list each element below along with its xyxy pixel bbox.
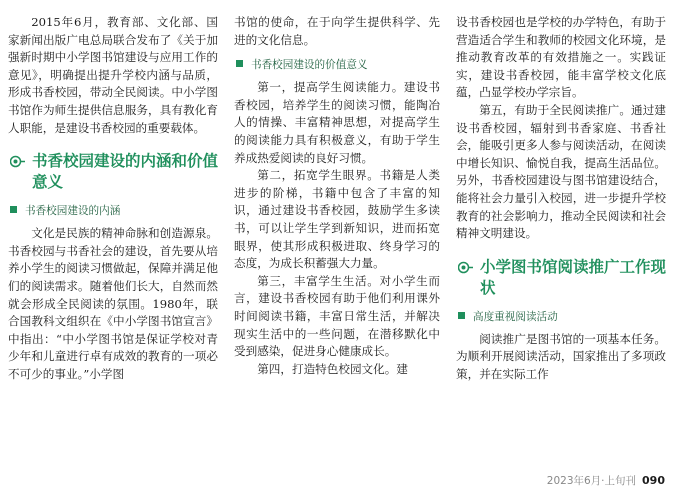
section-heading-icon [458, 261, 473, 274]
body-paragraph: 第一，提高学生阅读能力。建设书香校园，培养学生的阅读习惯，能陶冶人的情操、丰富精神思想，对提高学生的阅读能力具有积极意义，有助于学生养成热爱阅读的良好习惯。 [234, 80, 440, 165]
page-footer [547, 473, 665, 488]
body-paragraph: 第五，有助于全民阅读推广。通过建设书香校园，辐射到书香家庭、书香社会，能吸引更多人参与阅读活动，在阅读中增长知识、愉悦自我，提高生活品位。另外，书香校园建设与图书馆建设结合，能将社会力量引入校园，进一步提升学校教育的社会影响力，推动全民阅读和社会精神文明建设。 [456, 102, 666, 241]
subheading-text: 高度重视阅读活动 [473, 310, 558, 323]
continued-paragraph: 设书香校园也是学校的办学特色，有助于营造适合学生和教师的校园文化环境，是推动教育改革的有效措施之一。实践证实，建设书香校园，能丰富学校文化底蕴，凸显学校办学宗旨。 [456, 15, 666, 100]
subheading-3 [456, 309, 666, 325]
section-heading-text: 小学图书馆阅读推广工作现状 [480, 257, 667, 297]
intro-paragraph: 2015年6月，教育部、文化部、国家新闻出版广电总局联合发布了《关于加强新时期中小学图书馆建设与应用工作的意见》，明确提出提升学校内涵与品质，形成书香校园，带动全民阅读。中小学图书馆作为师生提供信息服务，具有教化育人职能，是建设书香校园的重要载体。 [8, 15, 218, 135]
subheading-text: 书香校园建设的内涵 [25, 205, 121, 218]
subheading-2 [234, 57, 440, 73]
body-paragraph: 第三，丰富学生生活。对小学生而言，建设书香校园有助于他们利用课外时间阅读书籍，丰富日常生活，并解决现实生活中的一些问题，在潜移默化中受到感染，促进身心健康成长。 [234, 273, 440, 359]
subheading-1 [8, 203, 218, 219]
section-heading-1 [8, 151, 218, 193]
subheading-square-icon [458, 312, 465, 319]
subheading-square-icon [236, 60, 243, 67]
continued-paragraph: 书馆的使命，在于向学生提供科学、先进的文化信息。 [234, 15, 440, 47]
column-2 [234, 14, 440, 378]
section-heading-text: 书香校园建设的内涵和价值意义 [32, 152, 219, 192]
section-heading-2 [456, 257, 666, 299]
body-paragraph: 阅读推广是图书馆的一项基本任务。为顺利开展阅读活动，国家推出了多项政策，并在实际工作 [456, 331, 666, 381]
page-number: 090 [642, 474, 665, 487]
subheading-text: 书香校园建设的价值意义 [251, 59, 368, 72]
column-1 [8, 14, 218, 384]
issue-label: 2023年6月·上旬刊 [546, 475, 637, 487]
column-3 [456, 14, 666, 384]
body-paragraph: 第二，拓宽学生眼界。书籍是人类进步的阶梯，书籍中包含了丰富的知识，通过建设书香校园，鼓励学生多读书，可以让学生学到新知识，进而拓宽眼界，使其形成积极进取、终身学习的态度，为成长积蓄强大力量。 [234, 168, 440, 271]
body-paragraph: 第四，打造特色校园文化。建 [257, 361, 408, 376]
section-heading-icon [10, 155, 25, 168]
subheading-square-icon [10, 206, 17, 213]
body-paragraph: 文化是民族的精神命脉和创造源泉。书香校园与书香社会的建设，首先要从培养小学生的阅读习惯做起，保障并满足他们的阅读需求。随着他们长大，自然而然就会形成全民阅读的氛围。1980年，联合国教科文组织在《中小学图书馆宣言》中指出：“中小学图书馆是保证学校对青少年和儿童进行卓有成效的教育的一项必不可少的事业。”小学图 [8, 226, 218, 381]
